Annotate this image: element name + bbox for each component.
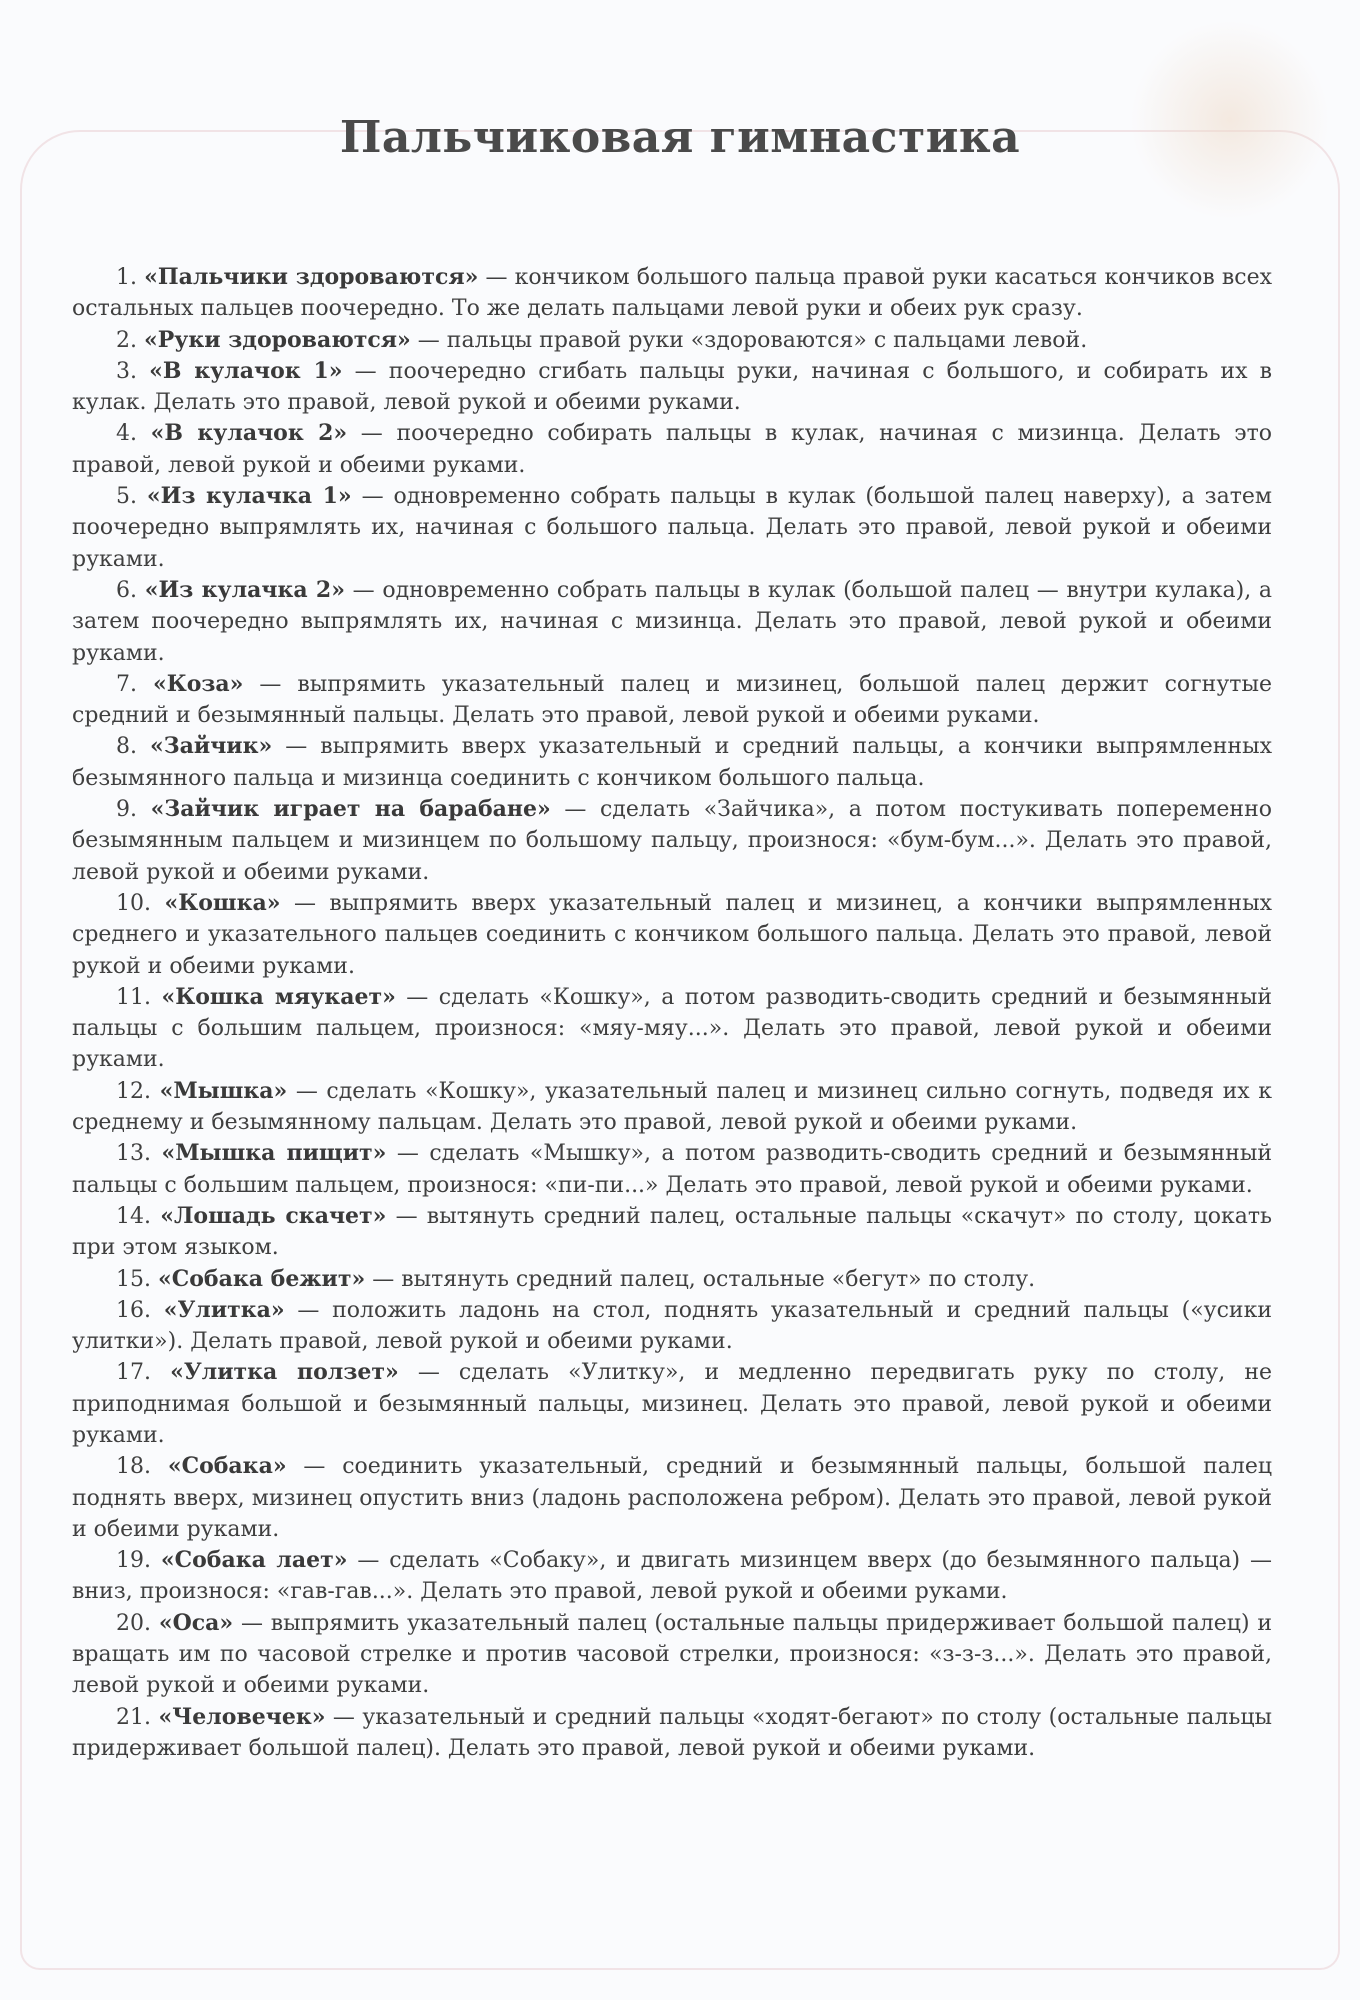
exercise-description: — сделать «Собаку», и двигать мизинцем вверх (до безымянного пальца) — вниз, произнося: «гав-гав...». Делать это правой, левой рукой и обеими руками.	[72, 1548, 1273, 1605]
exercise-description: — выпрямить вверх указательный палец и мизинец, а кончики выпрямленных среднего и указательного пальцев соединить с кончиком большого пальца. Делать это правой, левой рукой и обеими руками.	[72, 890, 1272, 979]
exercise-description: — поочередно сгибать пальцы руки, начиная с большого, и собирать их в кулак. Делать это правой, левой рукой и обеими руками.	[72, 358, 1273, 416]
item-number: 6.	[116, 577, 137, 603]
exercise-name: «Пальчики здороваются»	[144, 264, 479, 290]
exercise-name: «В кулачок 1»	[149, 357, 343, 384]
item-number: 3.	[116, 358, 137, 384]
exercise-item	[72, 1295, 1272, 1358]
exercise-name: «Человечек»	[158, 1703, 326, 1730]
exercise-description: — сделать «Кошку», а потом разводить-сводить средний и безымянный пальцы с большим пальцем, произнося: «мяу-мяу...». Делать это правой, левой рукой и обеими руками.	[72, 984, 1272, 1073]
item-number: 15.	[116, 1266, 151, 1292]
exercise-name: «Из кулачка 1»	[146, 483, 352, 510]
exercise-item	[72, 888, 1272, 982]
exercise-name: «Собака бежит»	[158, 1265, 366, 1292]
item-number: 13.	[116, 1141, 151, 1167]
exercise-description: — кончиком большого пальца правой руки касаться кончиков всех остальных пальцев поочередно. То же делать пальцами левой руки и обеих рук сразу.	[72, 265, 1273, 322]
exercise-description: — сделать «Кошку», указательный палец и мизинец сильно согнуть, подведя их к среднему и безымянному пальцам. Делать это правой, левой рукой и обеими руками.	[72, 1078, 1272, 1136]
exercise-name: «Собака»	[167, 1453, 287, 1480]
exercise-description: — одновременно собрать пальцы в кулак (большой палец — внутри кулака), а затем поочередно выпрямлять их, начиная с мизинца. Делать это правой, левой рукой и обеими руками.	[72, 577, 1273, 666]
exercise-name: «Зайчик играет на барабане»	[150, 796, 551, 823]
exercise-name: «Улитка»	[163, 1296, 285, 1323]
exercise-description: — соединить указательный, средний и безымянный пальцы, большой палец поднять вверх, мизинец опустить вниз (ладонь расположена ребром). Делать это правой, левой рукой и обеими руками.	[72, 1454, 1272, 1542]
exercise-description: — сделать «Зайчика», а потом постукивать попеременно безымянным пальцем и мизинцем по большому пальцу, произнося: «бум-бум...». Делать это правой, левой рукой и обеими руками.	[72, 797, 1272, 885]
exercise-name: «Кошка»	[164, 889, 281, 916]
item-number: 8.	[116, 734, 137, 760]
exercise-item	[72, 669, 1272, 732]
exercise-item	[72, 1201, 1272, 1264]
item-number: 21.	[116, 1704, 151, 1730]
exercise-item	[72, 1608, 1272, 1702]
item-number: 9.	[116, 797, 137, 823]
exercise-name: «Собака лает»	[160, 1547, 348, 1574]
item-number: 17.	[116, 1360, 151, 1386]
exercise-description: — вытянуть средний палец, остальные «бегут» по столу.	[365, 1266, 1036, 1292]
exercise-item	[72, 982, 1272, 1076]
exercise-name: «Мышка»	[159, 1077, 288, 1104]
exercise-item	[72, 1076, 1272, 1139]
item-number: 10.	[116, 890, 151, 916]
item-number: 12.	[116, 1078, 151, 1104]
item-number: 4.	[116, 421, 137, 447]
exercise-item	[72, 1357, 1272, 1451]
exercise-description: — одновременно собрать пальцы в кулак (большой палец наверху), а затем поочередно выпрямлять их, начиная с большого пальца. Делать это правой, левой рукой и обеими руками.	[72, 484, 1273, 572]
exercise-item	[72, 325, 1272, 356]
exercise-item	[72, 575, 1272, 669]
exercise-item	[72, 418, 1272, 481]
exercise-description: — указательный и средний пальцы «ходят-бегают» по столу (остальные пальцы придерживает большой палец). Делать это правой, левой рукой и обеими руками.	[72, 1704, 1273, 1761]
exercise-description: — поочередно собирать пальцы в кулак, начиная с мизинца. Делать это правой, левой рукой и обеими руками.	[72, 421, 1273, 478]
item-number: 5.	[116, 484, 137, 510]
exercise-name: «Руки здороваются»	[144, 326, 411, 353]
exercise-item	[72, 356, 1272, 419]
item-number: 16.	[116, 1297, 151, 1323]
exercise-name: «В кулачок 2»	[150, 420, 348, 447]
item-number: 18.	[116, 1454, 151, 1480]
exercise-name: «Мышка пищит»	[161, 1140, 387, 1167]
exercise-description: — выпрямить указательный палец (остальные пальцы придерживает большой палец) и вращать им по часовой стрелке и против часовой стрелки, произнося: «з-з-з...». Делать это правой, левой рукой и обеими руками.	[72, 1610, 1272, 1699]
exercise-item	[72, 1264, 1272, 1295]
exercise-name: «Лошадь скачет»	[160, 1202, 387, 1229]
exercise-description: — положить ладонь на стол, поднять указательный и средний пальцы («усики улитки»). Делать правой, левой рукой и обеими руками.	[72, 1297, 1272, 1355]
exercise-item	[72, 481, 1272, 575]
item-number: 20.	[116, 1610, 151, 1636]
exercise-description: — вытянуть средний палец, остальные пальцы «скачут» по столу, цокать при этом языком.	[72, 1203, 1272, 1261]
exercise-name: «Из кулачка 2»	[144, 576, 345, 603]
item-number: 7.	[116, 671, 137, 697]
exercise-item	[72, 731, 1272, 794]
exercise-description: — выпрямить вверх указательный и средний пальцы, а кончики выпрямленных безымянного пальца и мизинца соединить с кончиком большого пальца.	[72, 734, 1272, 791]
item-number: 19.	[116, 1548, 151, 1574]
exercise-description: — сделать «Мышку», а потом разводить-сводить средний и безымянный пальцы с большим пальцем, произнося: «пи-пи...» Делать это правой, левой рукой и обеими руками.	[72, 1141, 1273, 1198]
exercise-description: — сделать «Улитку», и медленно передвигать руку по столу, не приподнимая большой и безымянный пальцы, мизинец. Делать это правой, левой рукой и обеими руками.	[72, 1360, 1272, 1448]
exercise-item	[72, 1138, 1272, 1201]
item-number: 11.	[116, 984, 151, 1010]
exercise-name: «Улитка ползет»	[170, 1359, 399, 1386]
exercise-list	[72, 262, 1272, 1764]
exercise-name: «Оса»	[158, 1609, 234, 1636]
exercise-name: «Коза»	[152, 670, 244, 697]
exercise-name: «Зайчик»	[150, 733, 273, 760]
exercise-description: — выпрямить указательный палец и мизинец, большой палец держит согнутые средний и безымянный пальцы. Делать это правой, левой рукой и обеими руками.	[72, 671, 1272, 729]
exercise-item	[72, 1451, 1272, 1545]
exercise-item	[72, 1545, 1272, 1608]
item-number: 14.	[116, 1203, 151, 1229]
item-number: 1.	[116, 265, 137, 290]
item-number: 2.	[116, 327, 137, 353]
exercise-name: «Кошка мяукает»	[161, 983, 396, 1010]
exercise-item	[72, 1702, 1272, 1765]
exercise-description: — пальцы правой руки «здороваются» с пальцами левой.	[410, 327, 1088, 353]
exercise-item	[72, 262, 1272, 325]
exercise-item	[72, 794, 1272, 888]
page-title: Пальчиковая гимнастика	[339, 112, 1021, 163]
